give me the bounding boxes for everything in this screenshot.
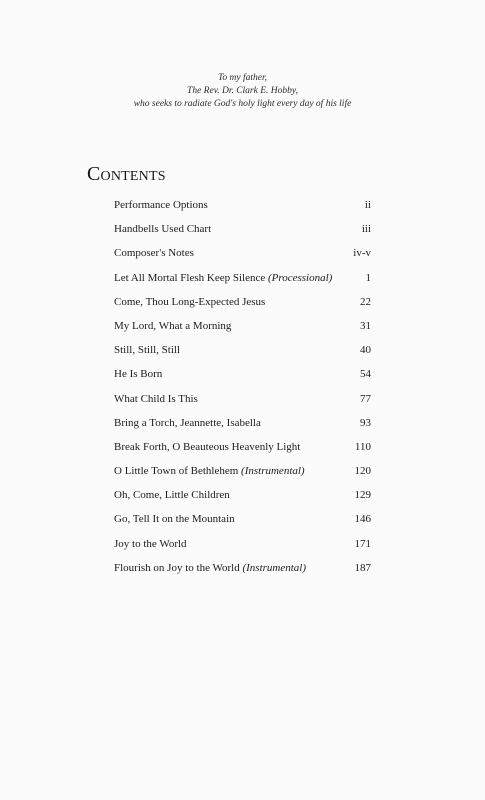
toc-entry <box>114 272 371 296</box>
toc-entry <box>114 417 371 441</box>
toc-entry-title-text: What Child Is This <box>114 392 198 405</box>
toc-entry-title <box>114 344 180 356</box>
toc-entry <box>114 223 371 247</box>
toc-entry-note: (Instrumental) <box>242 561 307 574</box>
toc-entry-title <box>114 538 187 550</box>
toc-entry-page-number: 54 <box>360 368 371 381</box>
toc-entry <box>114 247 371 271</box>
toc-entry-title <box>114 199 208 211</box>
toc-entry <box>114 513 371 537</box>
toc-entry-title <box>114 465 305 477</box>
toc-entry-title-text: Handbells Used Chart <box>114 223 212 236</box>
dedication <box>0 72 485 111</box>
toc-entry-title <box>114 417 261 429</box>
toc-entry-title-text: He Is Born <box>114 368 163 381</box>
toc-entry-title <box>114 441 300 453</box>
toc-entry-title-text: My Lord, What a Morning <box>114 319 232 332</box>
toc-entry-page-number: 171 <box>354 537 371 550</box>
toc-entry-page-number: 120 <box>354 465 371 478</box>
toc-entry <box>114 199 371 223</box>
toc-entry <box>114 441 371 465</box>
toc-entry-title-text: Let All Mortal Flesh Keep Silence <box>114 271 268 284</box>
toc-entry-title <box>114 393 198 405</box>
toc-entry-page-number: 77 <box>360 392 371 405</box>
toc-entry <box>114 538 371 562</box>
toc-entry-title <box>114 562 306 574</box>
toc-entry-page-number: 129 <box>354 489 371 502</box>
toc-entry-page-number: iv-v <box>353 247 371 260</box>
toc-entry-title <box>114 320 231 332</box>
toc-entry <box>114 393 371 417</box>
toc-entry-title-text: Go, Tell It on the Mountain <box>114 513 235 526</box>
toc-entry-page-number: 93 <box>360 416 371 429</box>
toc-entry-title <box>114 368 162 380</box>
toc-entry <box>114 296 371 320</box>
toc-entry-page-number: 187 <box>354 561 371 574</box>
toc-entry-title-text: Come, Thou Long-Expected Jesus <box>114 295 266 308</box>
toc-entry-title-text: Still, Still, Still <box>114 344 181 357</box>
dedication-line: To my father, <box>217 73 267 83</box>
toc-entry-title-text: Oh, Come, Little Children <box>114 489 230 502</box>
toc-entry <box>114 489 371 513</box>
toc-entry <box>114 368 371 392</box>
toc-entry-title-text: Flourish on Joy to the World <box>114 561 243 574</box>
toc-entry-title <box>114 513 235 525</box>
contents-heading: Contents <box>87 163 166 185</box>
toc-entry-page-number: 1 <box>365 271 371 284</box>
toc-entry-title-text: Joy to the World <box>114 537 187 550</box>
dedication-line: The Rev. Dr. Clark E. Hobby, <box>187 86 298 96</box>
toc-entry-page-number: 146 <box>354 513 371 526</box>
toc-entry-page-number: 31 <box>360 319 371 332</box>
toc-entry-page-number: 40 <box>360 344 371 357</box>
toc-entry-title <box>114 223 211 235</box>
toc-entry-page-number: ii <box>364 199 371 211</box>
toc-entry-title <box>114 296 265 308</box>
toc-entry-title <box>114 489 230 501</box>
table-of-contents <box>114 199 371 586</box>
toc-entry-note: (Processional) <box>267 271 333 284</box>
toc-entry-title-text: Performance Options <box>114 199 208 211</box>
toc-entry-title <box>114 247 194 259</box>
toc-entry-title-text: Bring a Torch, Jeannette, Isabella <box>114 416 261 429</box>
toc-entry-page-number: 110 <box>354 440 371 453</box>
toc-entry <box>114 562 371 586</box>
toc-entry-page-number: 22 <box>360 295 371 308</box>
dedication-line: who seeks to radiate God's holy light every day of his life <box>133 99 352 109</box>
toc-entry-title-text: O Little Town of Bethlehem <box>114 465 242 478</box>
toc-entry-note: (Instrumental) <box>241 465 305 478</box>
toc-entry-title-text: Composer's Notes <box>114 247 194 260</box>
toc-entry <box>114 344 371 368</box>
toc-entry-title <box>114 272 332 284</box>
toc-entry <box>114 320 371 344</box>
toc-entry <box>114 465 371 489</box>
toc-entry-title-text: Break Forth, O Beauteous Heavenly Light <box>114 440 301 453</box>
toc-entry-page-number: iii <box>361 223 371 236</box>
